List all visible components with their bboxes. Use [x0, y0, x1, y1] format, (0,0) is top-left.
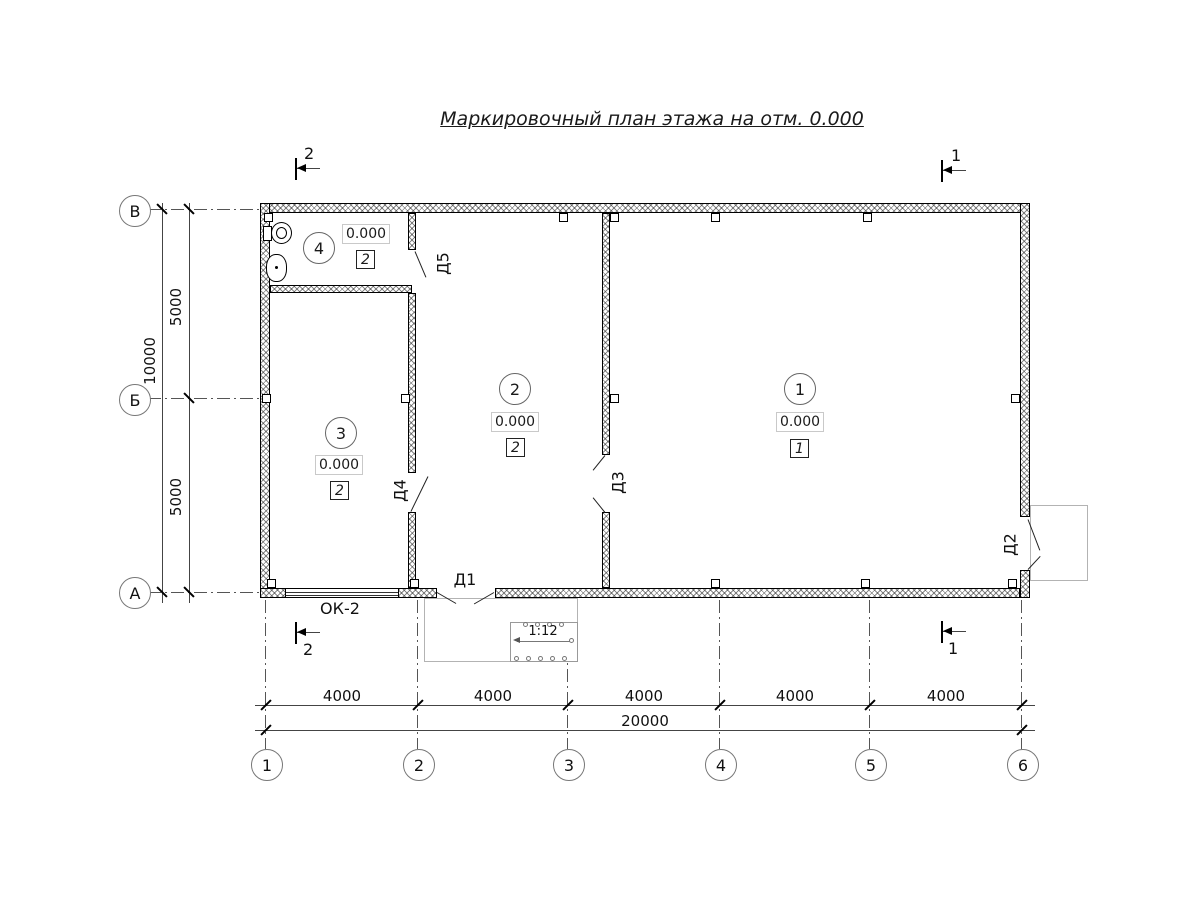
axis-label-6: 6 [1017, 755, 1029, 775]
axis-label-b: Б [129, 390, 141, 410]
section-2-bottom-arrow [297, 628, 306, 636]
section-2-bottom-label: 2 [303, 640, 314, 659]
dim-label-10000: 10000 [141, 337, 159, 385]
pilaster-square [861, 579, 870, 588]
room-1-floor-type: 1 [790, 439, 809, 458]
axis-line-6 [1021, 600, 1022, 749]
door-label-d3: Д3 [608, 471, 628, 494]
room-3-floor-type: 2 [330, 481, 349, 500]
pilaster-square [1008, 579, 1017, 588]
pilaster-square [1011, 394, 1020, 403]
dim-label-20000: 20000 [621, 712, 669, 730]
dim-label-4000-2: 4000 [473, 687, 513, 705]
pilaster-square [264, 213, 273, 222]
room-3-number: 3 [335, 423, 347, 443]
door-label-d1: Д1 [453, 570, 477, 589]
room-4-floor-type: 2 [356, 250, 375, 269]
room-3-number-circle [325, 417, 357, 449]
dim-line-left-total [162, 203, 163, 603]
axis-bubble-3 [553, 749, 585, 781]
dim-label-5000-top: 5000 [167, 287, 185, 327]
axis-bubble-b [119, 384, 151, 416]
dim-label-4000-1: 4000 [322, 687, 362, 705]
axis-bubble-6 [1007, 749, 1039, 781]
pilaster-square [267, 579, 276, 588]
room-1-number-circle [784, 373, 816, 405]
axis-label-v: В [129, 201, 141, 221]
dim-label-5000-bottom: 5000 [167, 477, 185, 517]
axis-label-1: 1 [261, 755, 273, 775]
wall-room3-east-upper [408, 293, 416, 473]
ramp-post-dot [562, 656, 567, 661]
wall-south-3 [495, 588, 1020, 598]
room-1-elevation: 0.000 [776, 412, 824, 432]
room-3-elevation: 0.000 [315, 455, 363, 475]
room-2-number-circle [499, 373, 531, 405]
axis-bubble-v [119, 195, 151, 227]
ramp-post-dot [526, 656, 531, 661]
ramp-arrow-head [513, 637, 520, 643]
wall-north [260, 203, 1030, 213]
axis-line-2 [417, 600, 418, 749]
door-label-d5: Д5 [433, 252, 453, 275]
pilaster-square [863, 213, 872, 222]
door-leaf-d5 [415, 251, 427, 277]
wall-east-upper [1020, 203, 1030, 517]
axis-bubble-4 [705, 749, 737, 781]
axis-bubble-5 [855, 749, 887, 781]
door-leaf-d3-upper [593, 455, 606, 470]
room-4-number-circle [303, 232, 335, 264]
ramp-arrow-line [517, 641, 572, 642]
axis-line-1 [265, 600, 266, 749]
axis-label-3: 3 [563, 755, 575, 775]
ramp-post-dot [550, 656, 555, 661]
pilaster-square [610, 213, 619, 222]
section-2-top-label: 2 [304, 144, 315, 163]
axis-label-a: А [129, 583, 141, 603]
axis-bubble-a [119, 577, 151, 609]
pilaster-square [610, 394, 619, 403]
section-1-top-label: 1 [951, 146, 962, 165]
axis-bubble-1 [251, 749, 283, 781]
section-2-top-arrow [297, 164, 306, 172]
sink-drain-dot [275, 266, 278, 269]
pilaster-square [559, 213, 568, 222]
dim-label-4000-4: 4000 [775, 687, 815, 705]
pilaster-square [711, 213, 720, 222]
pilaster-square [262, 394, 271, 403]
drawing-title: Маркировочный план этажа на отм. 0.000 [440, 108, 864, 130]
dim-label-4000-5: 4000 [926, 687, 966, 705]
wall-east-lower [1020, 570, 1030, 598]
side-porch [1030, 505, 1088, 581]
dim-label-4000-3: 4000 [624, 687, 664, 705]
section-1-bottom-label: 1 [948, 639, 959, 658]
axis-bubble-2 [403, 749, 435, 781]
axis-label-4: 4 [715, 755, 727, 775]
dim-line-left-segments [189, 203, 190, 603]
wall-room4-south [270, 285, 412, 293]
pilaster-square [410, 579, 419, 588]
ramp-post-dot [538, 656, 543, 661]
window-glazing-line [286, 592, 398, 593]
axis-line-4 [719, 600, 720, 749]
axis-line-5 [869, 600, 870, 749]
door-label-d2: Д2 [1000, 533, 1020, 556]
wall-room3-east-lower [408, 512, 416, 588]
axis-line-b [148, 398, 262, 399]
section-1-top-arrow [943, 166, 952, 174]
wall-room2-east-upper [602, 213, 610, 455]
ramp-post-dot [514, 656, 519, 661]
room-2-elevation: 0.000 [491, 412, 539, 432]
dim-line-bottom-segments [255, 705, 1035, 706]
section-1-bottom-arrow [943, 627, 952, 635]
window-label-ok2: ОК-2 [320, 599, 360, 618]
ramp-slope-label: 1:12 [528, 624, 558, 639]
window-glazing-line [286, 595, 398, 596]
axis-label-5: 5 [865, 755, 877, 775]
wall-south-1 [260, 588, 286, 598]
room-4-elevation: 0.000 [342, 224, 390, 244]
room-2-floor-type: 2 [506, 438, 525, 457]
wall-south-2 [398, 588, 437, 598]
wall-room2-east-lower [602, 512, 610, 588]
room-2-number: 2 [509, 379, 521, 399]
door-label-d4: Д4 [390, 479, 410, 502]
pilaster-square [711, 579, 720, 588]
pilaster-square [401, 394, 410, 403]
room-4-number: 4 [313, 238, 325, 258]
axis-label-2: 2 [413, 755, 425, 775]
toilet-bowl-inner [276, 227, 287, 239]
wall-room4-east-stub [408, 213, 416, 250]
window-ok2 [286, 588, 398, 598]
dim-line-bottom-total [255, 730, 1035, 731]
door-leaf-d4 [410, 476, 428, 511]
door-leaf-d3-lower [593, 497, 606, 512]
room-1-number: 1 [794, 379, 806, 399]
